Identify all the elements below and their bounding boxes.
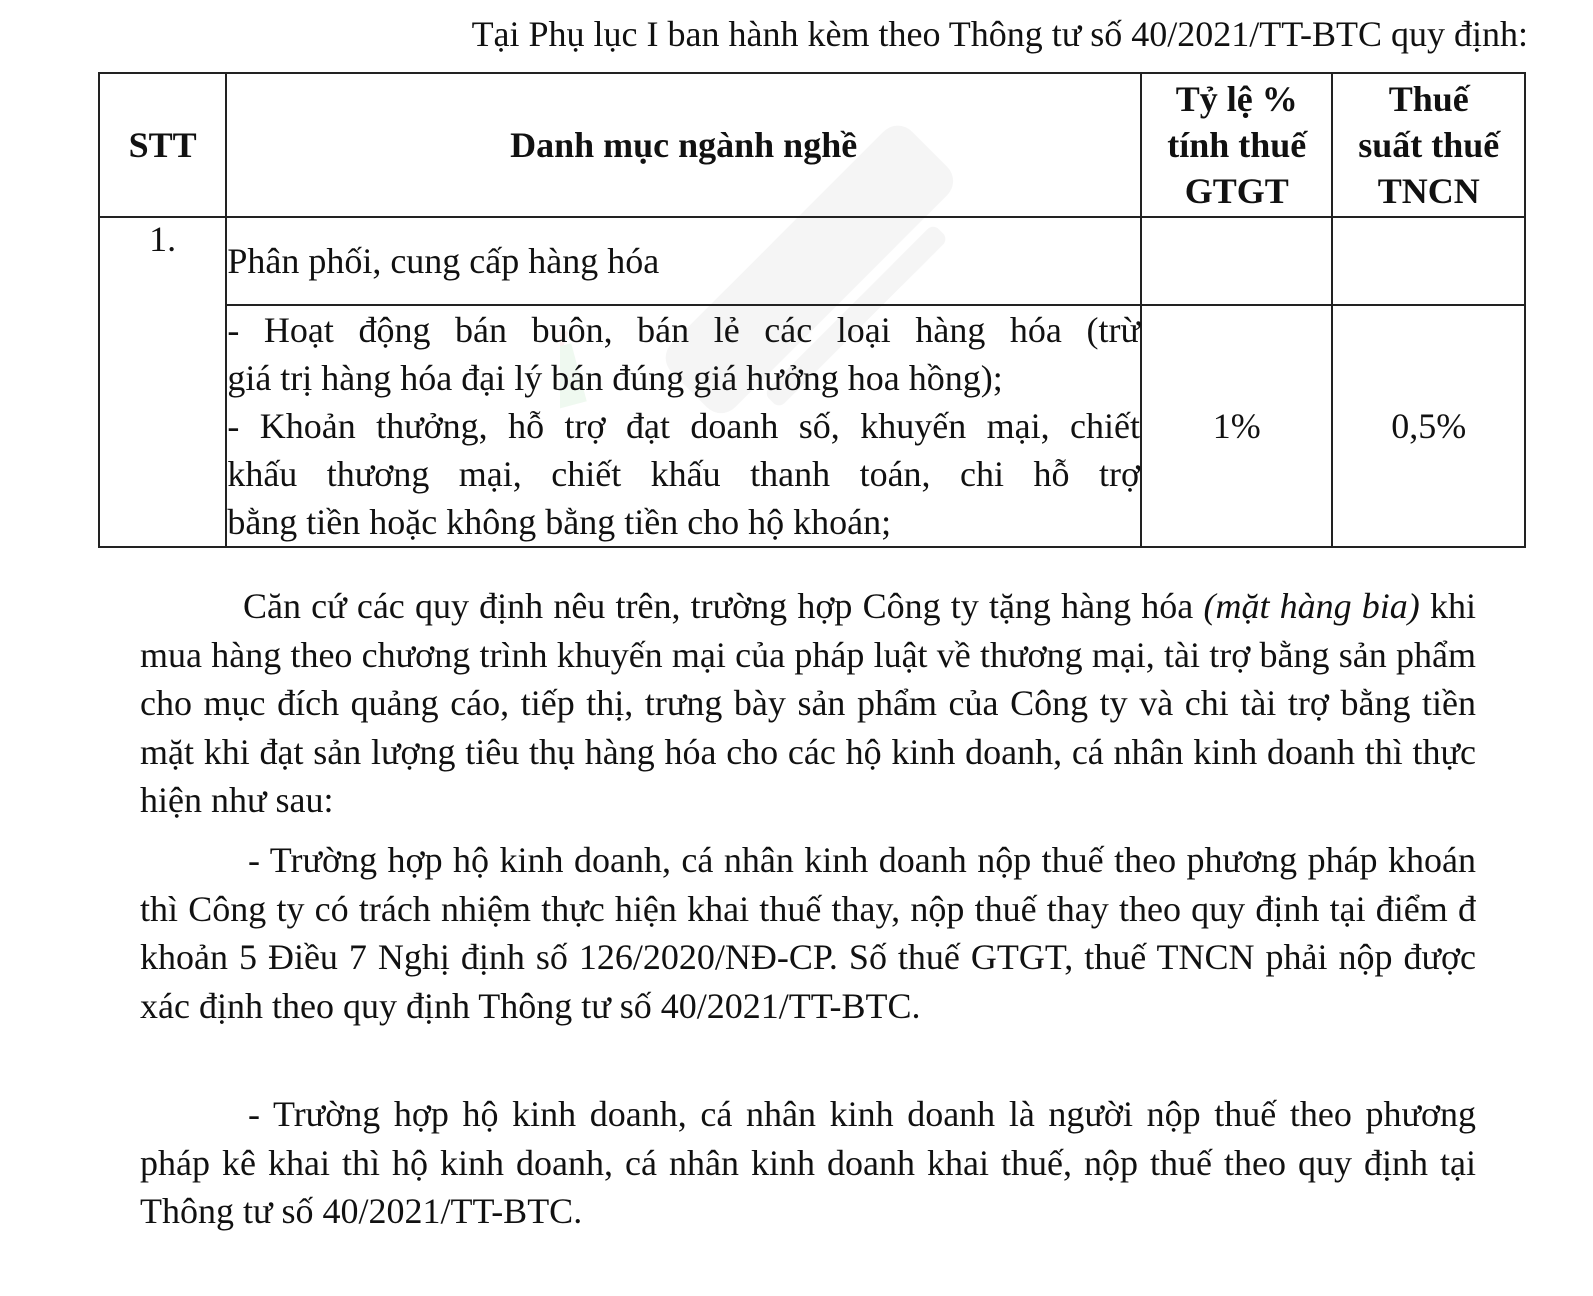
desc-line: giá trị hàng hóa đại lý bán đúng giá hưởng hoa hồng); <box>227 358 1003 398</box>
desc-line: khấu thương mại, chiết khấu thanh toán, chi hỗ trợ <box>227 454 1140 494</box>
paragraph-lump-sum-text: - Trường hợp hộ kinh doanh, cá nhân kinh doanh nộp thuế theo phương pháp khoán thì Công ty có trách nhiệm thực hiện khai thuế thay, nộp thuế thay theo quy định tại điểm đ khoản 5 Điều 7 Nghị định số 126/2020/NĐ-CP. Số thuế GTGT, thuế TNCN phải nộp được xác định theo quy định Thông tư số 40/2021/TT-BTC. <box>140 840 1476 1026</box>
header-pit-line: Thuế <box>1388 79 1469 119</box>
table-row <box>99 305 1525 547</box>
header-pit-line: suất thuế <box>1358 125 1500 165</box>
paragraph-lump-sum-case <box>140 836 1476 1030</box>
table-header-row <box>99 73 1525 217</box>
empty-cell <box>1332 217 1525 305</box>
paragraph-basis-italic: (mặt hàng bia) <box>1203 586 1420 626</box>
paragraph-declaration-text: - Trường hợp hộ kinh doanh, cá nhân kinh doanh là người nộp thuế theo phương pháp kê khai thì hộ kinh doanh, cá nhân kinh doanh khai thuế, nộp thuế theo quy định tại Thông tư số 40/2021/TT-BTC. <box>140 1094 1476 1231</box>
paragraph-basis <box>140 582 1476 825</box>
desc-line: - Hoạt động bán buôn, bán lẻ các loại hàng hóa (trừ <box>227 310 1140 350</box>
pit-rate-value: 0,5% <box>1332 305 1525 547</box>
vat-rate-value: 1% <box>1141 305 1332 547</box>
header-vat-line: tính thuế <box>1167 125 1307 165</box>
paragraph-basis-text: Căn cứ các quy định nêu trên, trường hợp Công ty tặng hàng hóa <box>243 586 1204 626</box>
header-stt: STT <box>99 73 226 217</box>
header-pit-rate <box>1332 73 1525 217</box>
empty-cell <box>1141 217 1332 305</box>
paragraph-basis-text: khi mua hàng theo chương trình khuyến mại của pháp luật về thương mại, tài trợ bằng sản phẩm cho mục đích quảng cáo, tiếp thị, trưng bày sản phẩm của Công ty và chi tài trợ bằng tiền mặt khi đạt sản lượng tiêu thụ hàng hóa cho các hộ kinh doanh, cá nhân kinh doanh thì thực hiện như sau: <box>140 586 1476 820</box>
paragraph-declaration-case <box>140 1090 1476 1236</box>
intro-line: Tại Phụ lục I ban hành kèm theo Thông tư số 40/2021/TT-BTC quy định: <box>471 14 1528 54</box>
header-vat-line: GTGT <box>1184 171 1289 211</box>
category-description <box>226 305 1141 547</box>
desc-line: - Khoản thưởng, hỗ trợ đạt doanh số, khuyến mại, chiết <box>227 406 1140 446</box>
table-row <box>99 217 1525 305</box>
header-vat-rate <box>1141 73 1332 217</box>
desc-line: bằng tiền hoặc không bằng tiền cho hộ khoán; <box>227 502 892 542</box>
header-category: Danh mục ngành nghề <box>226 73 1141 217</box>
row-stt: 1. <box>99 217 226 547</box>
header-pit-line: TNCN <box>1377 171 1480 211</box>
regulation-table <box>98 72 1526 548</box>
category-title: Phân phối, cung cấp hàng hóa <box>226 217 1141 305</box>
header-vat-line: Tỷ lệ % <box>1175 79 1298 119</box>
